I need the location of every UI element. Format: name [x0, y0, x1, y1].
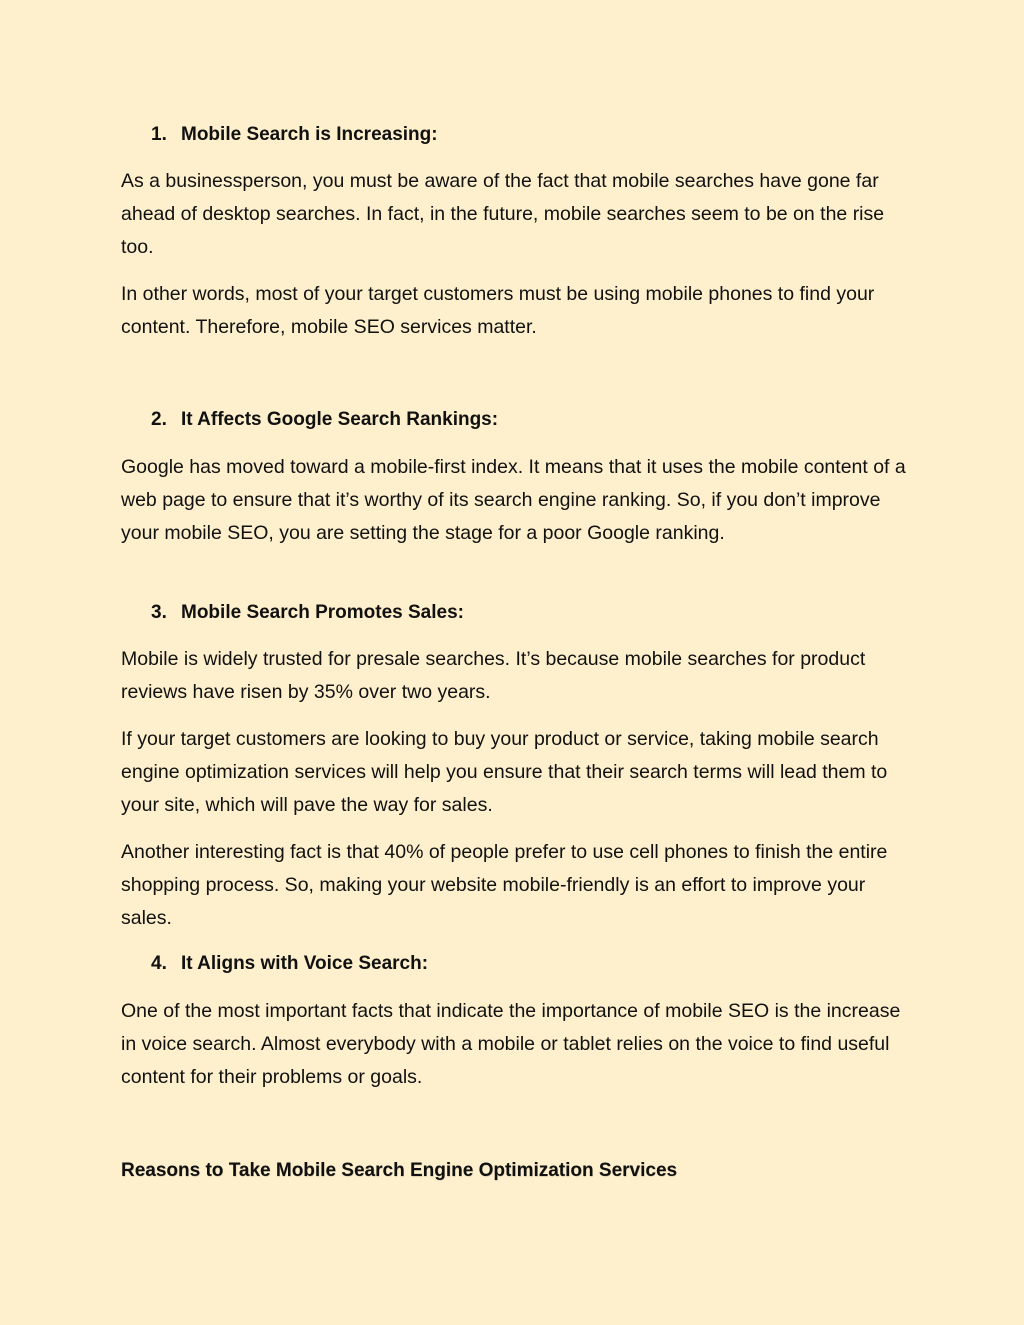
section-heading-2	[151, 408, 498, 432]
paragraph-text: If your target customers are looking to buy your product or service, taking mobile search engine optimization services will help you ensure that their search terms will lead them to your site, which will pave the way for sales.	[121, 728, 888, 816]
paragraph	[121, 995, 911, 1094]
section-title: It Aligns with Voice Search:	[181, 953, 429, 974]
paragraph-text: One of the most important facts that indicate the importance of mobile SEO is the increase in voice search. Almost everybody with a mobile or tablet relies on the voice to find useful content for their problems or goals.	[121, 1000, 901, 1088]
section-number: 2.	[151, 409, 167, 430]
paragraph-text: Another interesting fact is that 40% of people prefer to use cell phones to finish the entire shopping process. So, making your website mobile-friendly is an effort to improve your sales.	[121, 841, 888, 929]
section-title: Mobile Search Promotes Sales:	[181, 602, 464, 623]
section-number: 1.	[151, 124, 167, 145]
paragraph-text: Google has moved toward a mobile-first index. It means that it uses the mobile content of a web page to ensure that it’s worthy of its search engine ranking. So, if you don’t improve your mobile SEO, you are setting the stage for a poor Google ranking.	[121, 456, 906, 544]
paragraph	[121, 643, 911, 709]
paragraph	[121, 165, 911, 264]
paragraph-text: In other words, most of your target customers must be using mobile phones to find your content. Therefore, mobile SEO services matter.	[121, 283, 875, 338]
paragraph	[121, 836, 911, 935]
paragraph	[121, 723, 911, 822]
paragraph	[121, 451, 911, 550]
paragraph-text: As a businessperson, you must be aware of the fact that mobile searches have gone far ahead of desktop searches. In fact, in the future, mobile searches seem to be on the rise too.	[121, 170, 885, 258]
section-number: 4.	[151, 953, 167, 974]
closing-heading: Reasons to Take Mobile Search Engine Optimization Services	[121, 1160, 678, 1181]
paragraph	[121, 278, 911, 344]
paragraph-text: Mobile is widely trusted for presale searches. It’s because mobile searches for product reviews have risen by 35% over two years.	[121, 648, 866, 703]
section-heading-4	[151, 952, 428, 976]
section-title: It Affects Google Search Rankings:	[181, 409, 499, 430]
section-title: Mobile Search is Increasing:	[181, 124, 438, 145]
section-number: 3.	[151, 602, 167, 623]
section-heading-1	[151, 123, 438, 147]
section-heading-3	[151, 601, 464, 625]
